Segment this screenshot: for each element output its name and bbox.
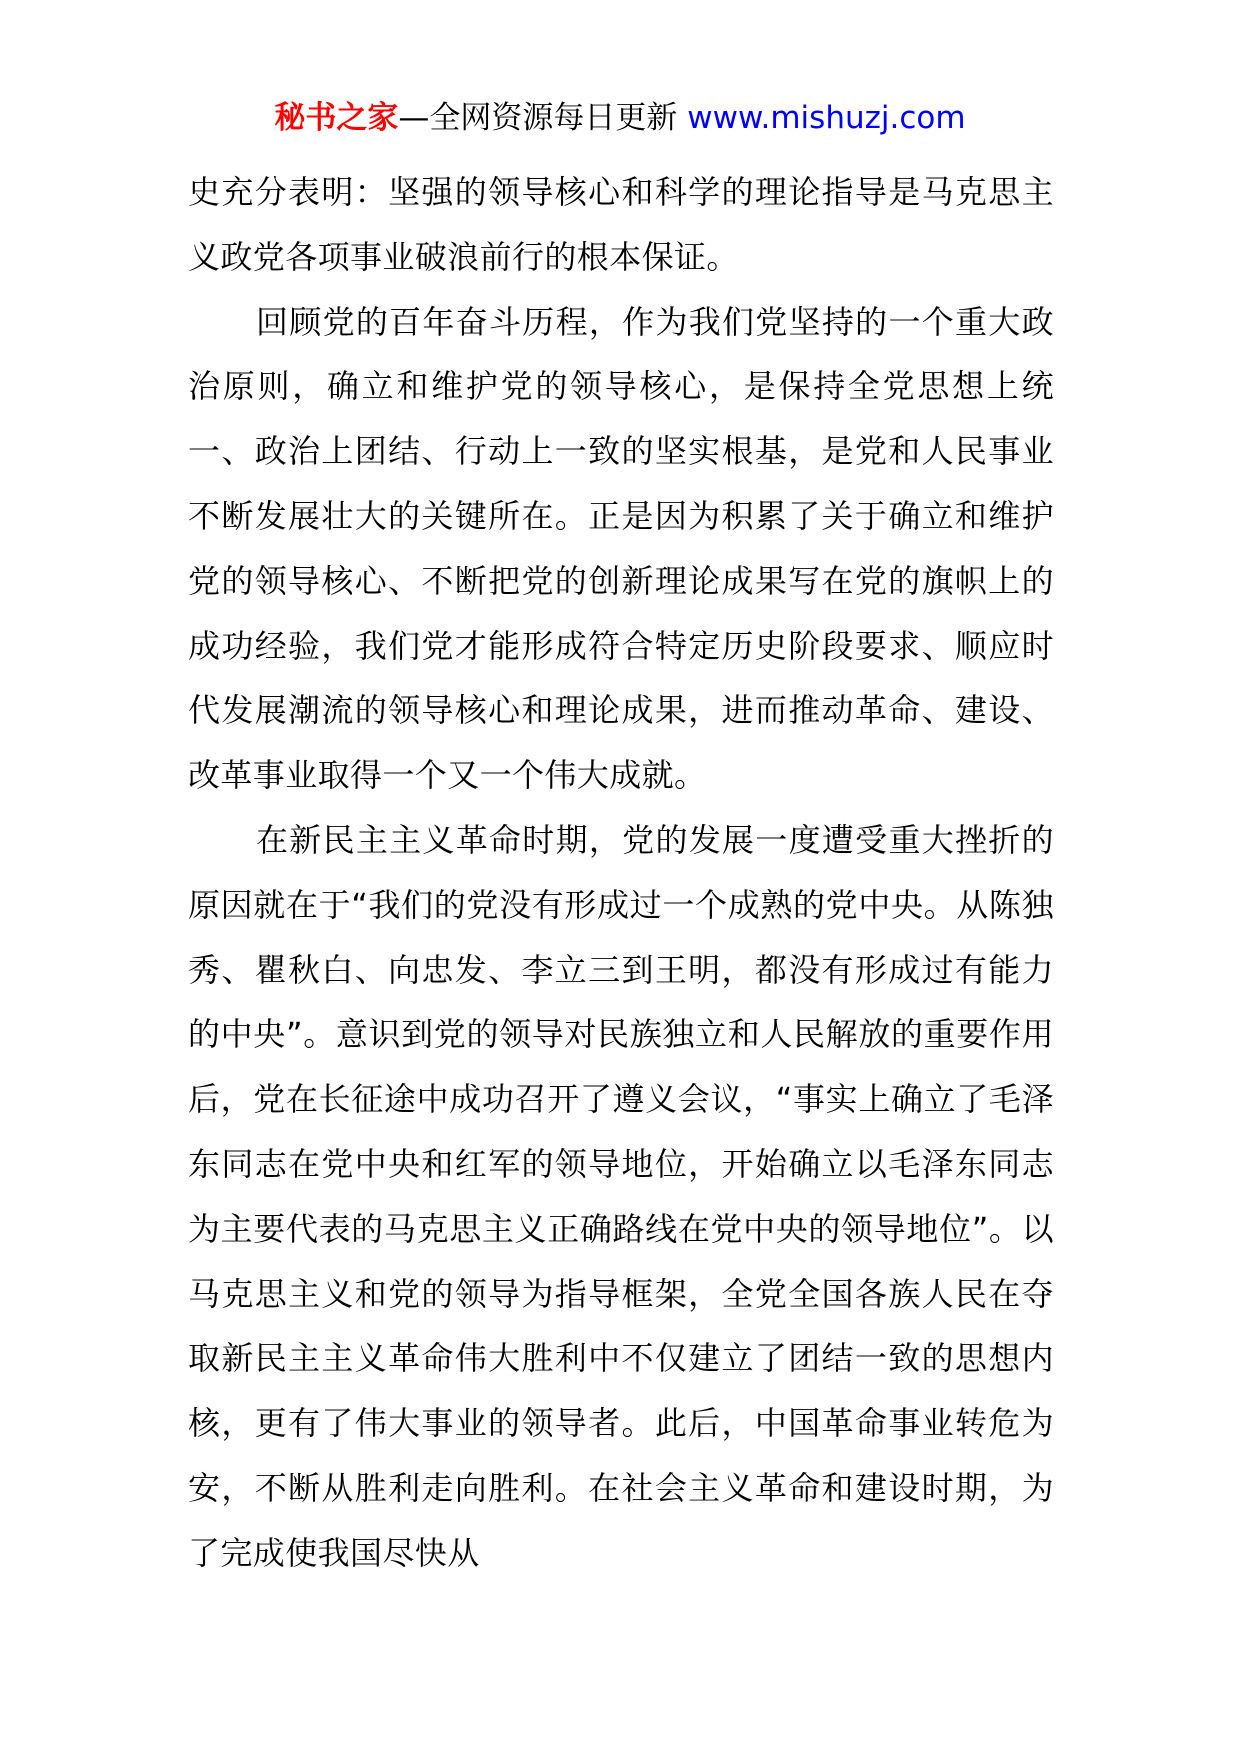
paragraph-new-democratic-revolution: 在新民主主义革命时期，党的发展一度遭受重大挫折的原因就在于“我们的党没有形成过一个成熟的党中央。从陈独秀、瞿秋白、向忠发、李立三到王明，都没有形成过有能力的中央”。意识到党的领导对民族独立和人民解放的重要作用后，党在长征途中成功召开了遵义会议，“事实上确立了毛泽东同志在党中央和红军的领导地位，开始确立以毛泽东同志为主要代表的马克思主义正确路线在党中央的领导地位”。以马克思主义和党的领导为指导框架，全党全国各族人民在夺取新民主主义革命伟大胜利中不仅建立了团结一致的思想内核，更有了伟大事业的领导者。此后，中国革命事业转危为安，不断从胜利走向胜利。在社会主义革命和建设时期，为了完成使我国尽快从 — [188, 820, 1054, 1572]
page-header — [0, 98, 1240, 138]
document-body — [188, 160, 1054, 1586]
brand-name: 秘书之家 — [274, 100, 399, 136]
paragraph-continuation: 史充分表明：坚强的领导核心和科学的理论指导是马克思主义政党各项事业破浪前行的根本保证。 — [188, 173, 1054, 276]
paragraph-party-history: 回顾党的百年奋斗历程，作为我们党坚持的一个重大政治原则，确立和维护党的领导核心，是保持全党思想上统一、政治上团结、行动上一致的坚实根基，是党和人民事业不断发展壮大的关键所在。正是因为积累了关于确立和维护党的领导核心、不断把党的创新理论成果写在党的旗帜上的成功经验，我们党才能形成符合特定历史阶段要求、顺应时代发展潮流的领导核心和理论成果，进而推动革命、建设、改革事业取得一个又一个伟大成就。 — [188, 302, 1054, 795]
site-url-link[interactable]: www.mishuzj.com — [687, 100, 966, 136]
header-tagline: —全网资源每日更新 — [398, 100, 688, 136]
